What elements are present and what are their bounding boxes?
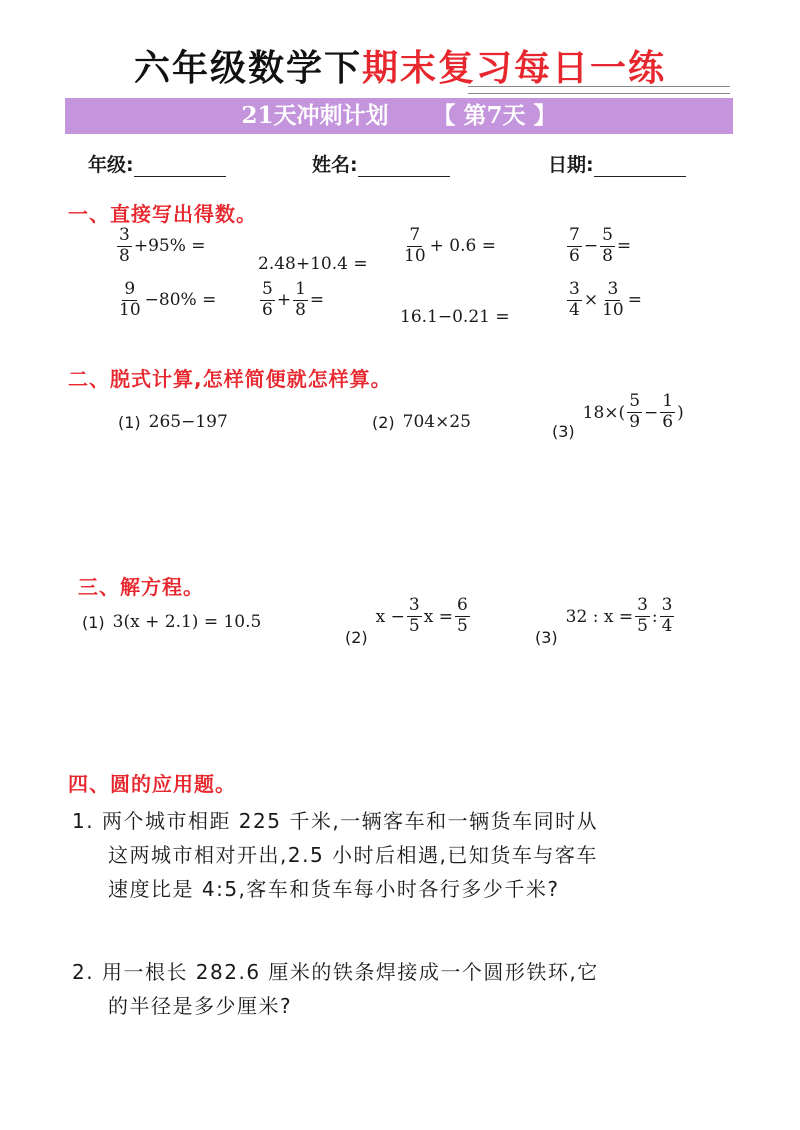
word-problem-2 [72,955,599,1023]
banner-plan: 21天冲刺计划 [241,102,389,129]
s2-problem-3: (3) 18×( $\frac{5}{9}$ − $\frac{1}{6}$ ) [552,391,684,441]
plan-banner [65,98,733,134]
s1-item-g: 16.1−0.21 = [400,307,510,327]
s1-item-e: $\frac{9}{10}$ −80% = [119,279,217,320]
s1-item-c: $\frac{7}{10}$ + 0.6 = [404,225,496,266]
wp1-line-1: 1. 两个城市相距 225 千米,一辆客车和一辆货车同时从 [72,809,599,833]
s3-problem-1: (1) 3(x + 2.1) = 10.5 [82,612,262,632]
wp2-line-2: 的半径是多少厘米? [108,994,293,1018]
word-problem-1 [72,804,598,906]
banner-day: 【 第7天 】 [432,102,557,129]
section-1-header: 一、直接写出得数。 [68,202,257,226]
title-part-red: 期末复习每日一练 [362,48,667,89]
title-part-black: 六年级数学下 [133,48,362,89]
s2-problem-2: (2) 704×25 [372,412,471,432]
wp1-line-3: 速度比是 4:5,客车和货车每小时各行多少千米? [108,877,560,901]
page-title [0,40,800,91]
name-blank[interactable] [358,156,450,177]
s3-problem-2: (2) x − $\frac{3}{5}$ x = $\frac{6}{5}$ [345,595,468,647]
title-underline [468,86,730,94]
s1-item-b: 2.48+10.4 = [258,254,368,274]
wp2-line-1: 2. 用一根长 282.6 厘米的铁条焊接成一个圆形铁环,它 [72,960,599,984]
s1-item-f: $\frac{5}{6}$ + $\frac{1}{8}$ = [262,279,325,320]
name-field [312,150,450,177]
section-4-header: 四、圆的应用题。 [68,772,236,796]
s1-item-a: $\frac{3}{8}$ +95% = [119,225,206,266]
date-blank[interactable] [594,156,686,177]
grade-label: 年级: [88,154,134,176]
grade-field [88,150,226,177]
wp1-line-2: 这两城市相对开出,2.5 小时后相遇,已知货车与客车 [108,843,598,867]
s3-problem-3: (3) 32 : x = $\frac{3}{5}$ : $\frac{3}{4}$ [535,595,673,647]
s1-item-h: $\frac{3}{4}$ × $\frac{3}{10}$ = [569,279,642,320]
name-label: 姓名: [312,154,358,176]
grade-blank[interactable] [134,156,226,177]
section-3-header: 三、解方程。 [78,575,204,599]
s2-problem-1: (1) 265−197 [118,412,228,432]
date-field [548,150,686,177]
s1-item-d: $\frac{7}{6}$ − $\frac{5}{8}$ = [569,225,632,266]
date-label: 日期: [548,154,594,176]
section-2-header: 二、脱式计算,怎样简便就怎样算。 [68,367,392,391]
